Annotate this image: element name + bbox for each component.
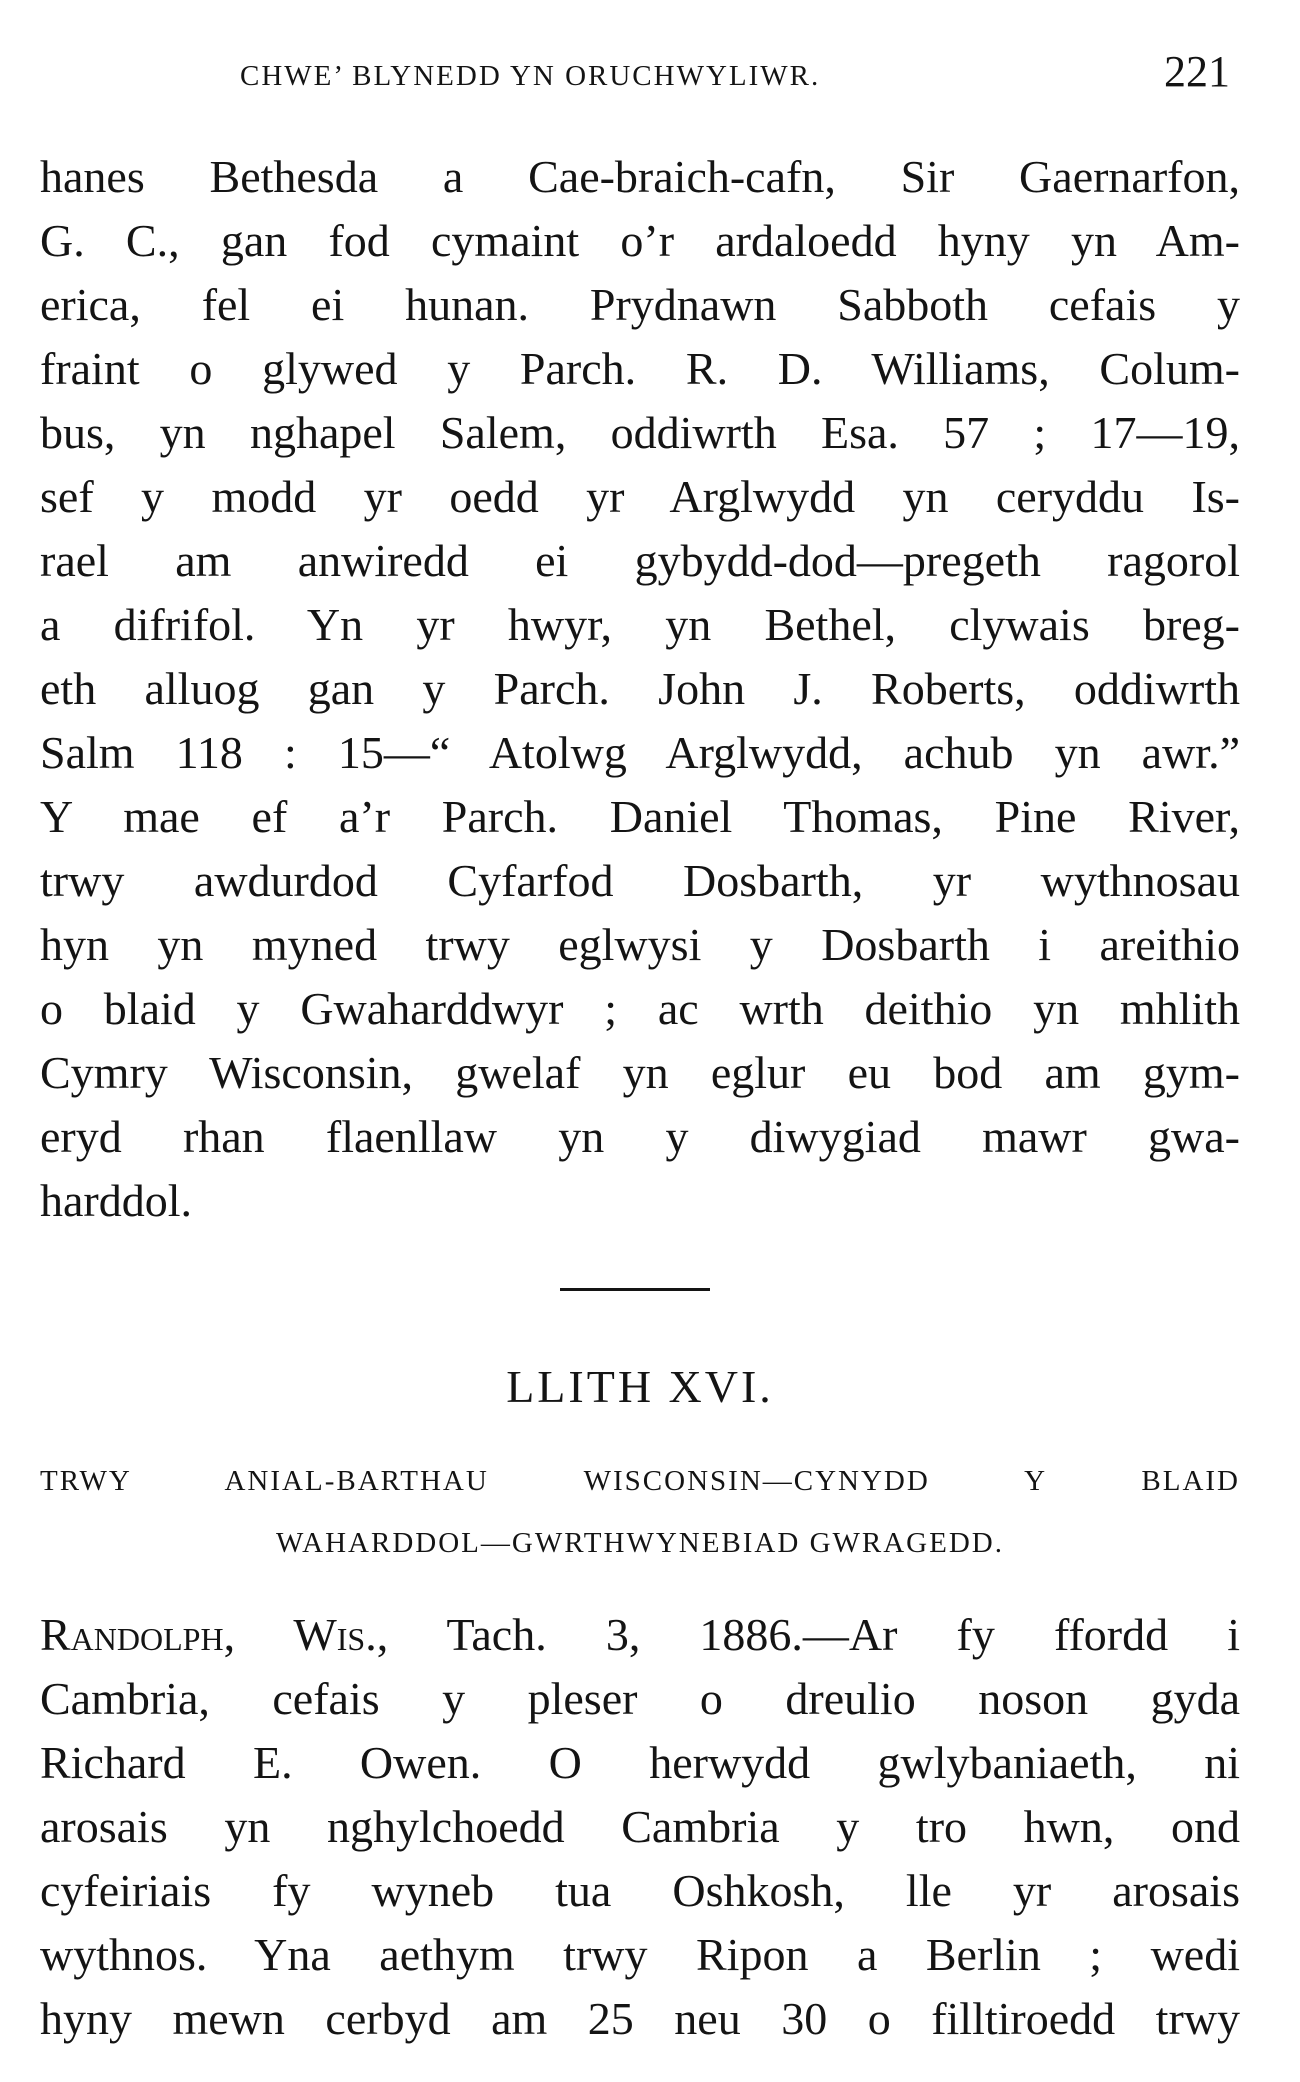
book-page [40, 0, 1240, 2082]
paragraph-2 [40, 1603, 1240, 2051]
text-line: eth alluog gan y Parch. John J. Roberts, oddiwrth [40, 663, 1240, 714]
text-line: hyn yn myned trwy eglwysi y Dosbarth i areithio [40, 919, 1240, 970]
text-line: erica, fel ei hunan. Prydnawn Sabboth cefais y [40, 279, 1240, 330]
chapter-heading: LLITH XVI. [506, 1361, 774, 1412]
text-line: trwy awdurdod Cyfarfod Dosbarth, yr wythnosau [40, 855, 1240, 906]
dateline-place: Randolph, Wis., [40, 1609, 389, 1660]
text-line: hyny mewn cerbyd am 25 neu 30 o filltiroedd trwy [40, 1993, 1240, 2044]
text-line: Cymry Wisconsin, gwelaf yn eglur eu bod am gym- [40, 1047, 1240, 1098]
paragraph-1 [40, 145, 1240, 1233]
running-title: CHWE’ BLYNEDD YN ORUCHWYLIWR. [240, 60, 821, 92]
text-line: cyfeiriais fy wyneb tua Oshkosh, lle yr arosais [40, 1865, 1240, 1916]
section-divider-rule [560, 1288, 710, 1291]
text-line: hanes Bethesda a Cae-braich-cafn, Sir Gaernarfon, [40, 151, 1240, 202]
text-line: o blaid y Gwaharddwyr ; ac wrth deithio yn mhlith [40, 983, 1240, 1034]
text-line: Cambria, cefais y pleser o dreulio noson gyda [40, 1673, 1240, 1724]
text-line: harddol. [40, 1175, 193, 1226]
text-line: Y mae ef a’r Parch. Daniel Thomas, Pine River, [40, 791, 1240, 842]
text-line: fraint o glywed y Parch. R. D. Williams, Colum- [40, 343, 1240, 394]
text-line-first [40, 1603, 1240, 1667]
text-line: arosais yn nghylchoedd Cambria y tro hwn, ond [40, 1801, 1240, 1852]
text-line: rael am anwiredd ei gybydd-dod—pregeth ragorol [40, 535, 1240, 586]
text-line: Salm 118 : 15—“ Atolwg Arglwydd, achub yn awr.” [40, 727, 1240, 778]
text-line: sef y modd yr oedd yr Arglwydd yn ceryddu Is- [40, 471, 1240, 522]
text-line: eryd rhan flaenllaw yn y diwygiad mawr gwa- [40, 1111, 1240, 1162]
text-line: wythnos. Yna aethym trwy Ripon a Berlin ; wedi [40, 1929, 1240, 1980]
text-line: Richard E. Owen. O herwydd gwlybaniaeth, ni [40, 1737, 1240, 1788]
chapter-subheading-line-2: WAHARDDOL—GWRTHWYNEBIAD GWRAGEDD. [276, 1527, 1004, 1559]
running-head [40, 44, 1240, 104]
page-number: 221 [1164, 47, 1230, 96]
dateline-rest: Tach. 3, 1886.—Ar fy ffordd i [388, 1609, 1240, 1660]
text-line: bus, yn nghapel Salem, oddiwrth Esa. 57 ; 17—19, [40, 407, 1240, 458]
text-line: a difrifol. Yn yr hwyr, yn Bethel, clywais breg- [40, 599, 1240, 650]
text-line: G. C., gan fod cymaint o’r ardaloedd hyny yn Am- [40, 215, 1240, 266]
chapter-subheading-line-1: TRWY ANIAL-BARTHAU WISCONSIN—CYNYDD Y BLAID [40, 1465, 1240, 1497]
